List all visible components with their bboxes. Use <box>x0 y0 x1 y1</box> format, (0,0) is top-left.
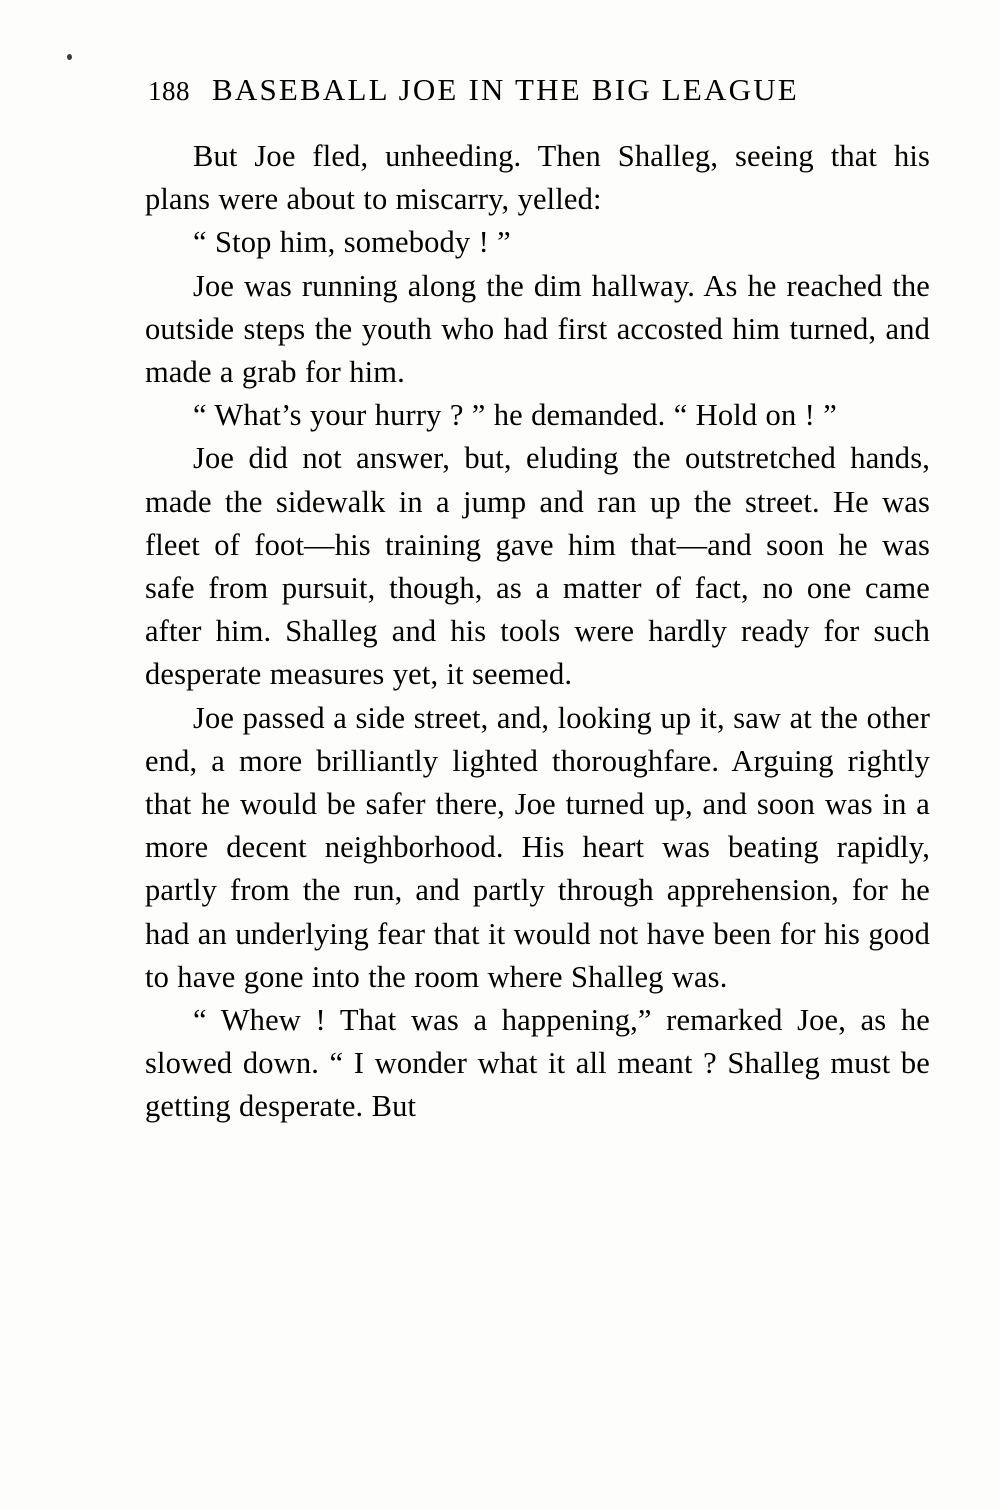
paragraph: Joe did not answer, but, eluding the outstretched hands, made the sidewalk in a jump and ran up the street. He was fleet of foot—his training gave him that—and soon he was safe from pursuit, though, as a matter of fact, no one came after him. Shalleg and his tools were hardly ready for such desperate measures yet, it seemed. <box>145 441 930 692</box>
page-number: 188 <box>148 76 190 106</box>
paragraph: Joe was running along the dim hallway. As he reached the outside steps the youth who had first accosted him turned, and made a grab for him. <box>145 268 930 390</box>
paragraph: “ Stop him, somebody ! ” <box>193 225 511 260</box>
ink-speck <box>67 54 72 60</box>
paragraph: But Joe fled, unheeding. Then Shalleg, seeing that his plans were about to miscarry, yelled: <box>145 139 930 217</box>
paragraph: Joe passed a side street, and, looking up it, saw at the other end, a more brilliantly lighted thoroughfare. Arguing rightly that he would be safer there, Joe turned up, and soon was in a more decent neighborhood. His heart was beating rapidly, partly from the run, and partly through apprehension, for he had an underlying fear that it would not have been for his good to have gone into the room where Shalleg was. <box>145 700 930 994</box>
page-body <box>145 135 930 1129</box>
running-head: BASEBALL JOE IN THE BIG LEAGUE <box>212 72 799 107</box>
paragraph: “ What’s your hurry ? ” he demanded. “ Hold on ! ” <box>193 398 837 433</box>
paragraph: “ Whew ! That was a happening,” remarked Joe, as he slowed down. “ I wonder what it all meant ? Shalleg must be getting desperate. But <box>145 1003 930 1124</box>
page-header <box>148 72 948 108</box>
